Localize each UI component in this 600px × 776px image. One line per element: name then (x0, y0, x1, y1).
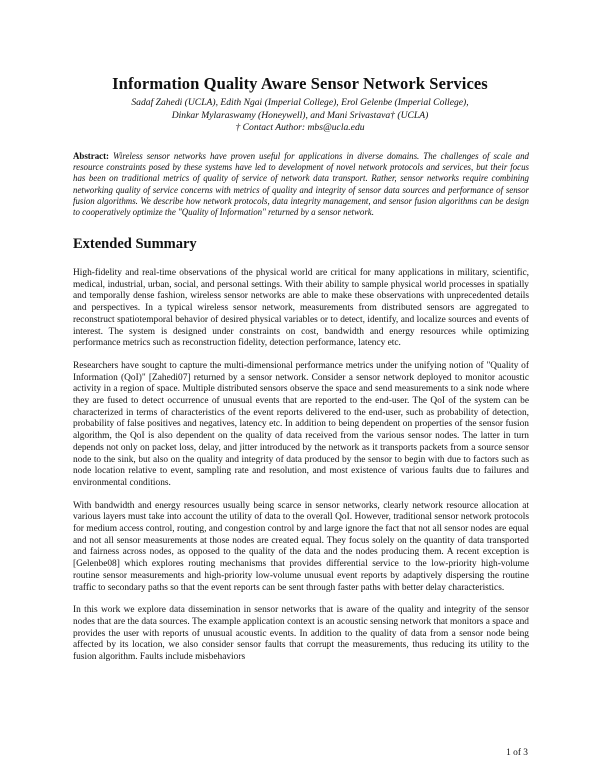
paragraph: Researchers have sought to capture the multi-dimensional performance metrics under the unifying notion of "Quality of Information (QoI)" [Zahedi07] returned by a sensor network. Consider a sensor network deployed to monitor acoustic activity in a region of space. Multiple distributed sensors observe the space and send measurements to a sink node where they are fused to detect occurrence of unusual events that are reported to the end-user. The QoI of the system can be characterized in terms of characteristics of the event reports delivered to the end-user, such as probability of detection, probability of false positives and negatives, latency etc. In addition to being dependent on properties of the sensor fusion algorithm, the QoI is also dependent on the quality of data received from the various sensor nodes. The latter in turn depends not only on packet loss, delay, and jitter introduced by the network as it transports packets from a source sensor node to the sink, but also on the quality and integrity of data produced by the sensor to begin with due to factors such as node location relative to event, sampling rate and resolution, and most existence of various faults due to failures and environmental conditions. (73, 360, 529, 488)
author-line: Dinkar Mylaraswamy (Honeywell), and Mani Srivastava† (UCLA) (171, 109, 429, 121)
paragraph: High-fidelity and real-time observations of the physical world are critical for many applications in military, scientific, medical, industrial, urban, social, and personal settings. With their ability to sample physical world processes in spatially and temporally dense fashion, wireless sensor networks are able to make these observations with unprecedented details and perspectives. In a typical wireless sensor network, measurements from distributed sensors are aggregated to reconstruct spatiotemporal behavior of desired physical variables or to detect, identify, and localize sources and events of interest. The system is designed under constraints on cost, bandwidth and energy resources while optimizing performance metrics such as reconstruction fidelity, detection performance, latency etc. (73, 268, 529, 349)
paragraph: With bandwidth and energy resources usually being scarce in sensor networks, clearly network resource allocation at various layers must take into account the utility of data to the overall QoI. However, traditional sensor network protocols for medium access control, routing, and congestion control by and large ignore the fact that not all sensor nodes are equal and not all sensor measurements at those nodes are created equal. They focus solely on the quantity of data transported and fairness across nodes, as opposed to the quality of the data and the nodes producing them. A recent exception is [Gelenbe08] which explores routing mechanisms that provides differential service to the low-priority high-volume routine sensor measurements and high-priority low-volume unusual event reports by adaptively dispersing the routine traffic to secondary paths so that the event reports can be sent through faster paths with better delay characteristics. (73, 500, 529, 593)
author-line: Sadaf Zahedi (UCLA), Edith Ngai (Imperial College), Erol Gelenbe (Imperial College), (131, 97, 469, 108)
page-number: 1 of 3 (506, 748, 528, 758)
contact-author-line: † Contact Author: mbs@ucla.edu (235, 122, 365, 134)
paper-title: Information Quality Aware Sensor Network Services (112, 74, 488, 93)
abstract-label: Abstract: (73, 151, 109, 161)
abstract-text: Wireless sensor networks have proven useful for applications in diverse domains. The challenges of scale and resource constraints posed by these systems have led to development of novel network protocols and services, but their focus has been on traditional metrics of quality of service of network data transport. Rather, sensor networks require combining networking quality of service concerns with metrics of quality and integrity of sensor data sources and performance of sensor fusion algorithms. We describe how network protocols, data integrity management, and sensor fusion algorithms can be design to cooperatively optimize the "Quality of Information" returned by a sensor network. (73, 151, 529, 218)
abstract (73, 151, 529, 218)
paragraph: In this work we explore data dissemination in sensor networks that is aware of the quality and integrity of the sensor nodes that are the data sources. The example application context is an acoustic sensing network that monitors a space and provides the user with reports of unusual acoustic events. In addition to the quality of data from a sensor node being affected by its location, we also consider sensor faults that corrupt the measurements, thus reducing its utility to the fusion algorithm. Faults include misbehaviors (73, 605, 529, 663)
body-text (73, 268, 529, 675)
author-block (60, 97, 540, 135)
section-heading: Extended Summary (73, 236, 197, 252)
